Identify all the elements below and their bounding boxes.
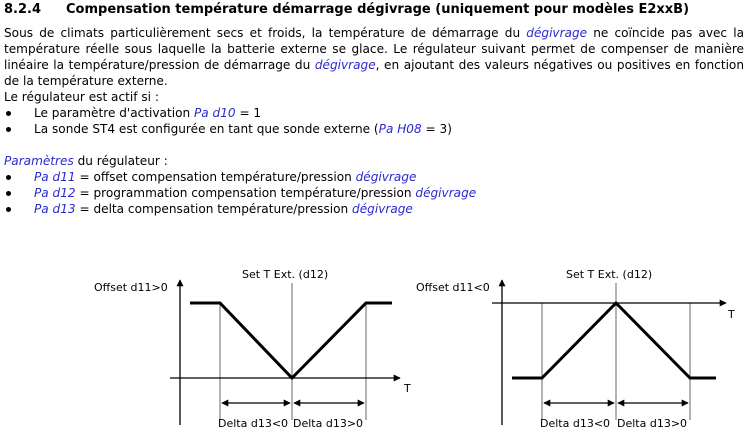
diagram-offset-positive	[94, 268, 411, 430]
delta-left-label: Delta d13<0	[540, 417, 611, 430]
degivrage-link[interactable]: dégivrage	[352, 202, 413, 216]
condition-text: La sonde ST4 est configurée en tant que sonde externe (	[34, 122, 379, 136]
set-label: Set T Ext. (d12)	[566, 268, 653, 281]
degivrage-link[interactable]: dégivrage	[355, 170, 417, 184]
delta-right-label: Delta d13>0	[617, 417, 688, 430]
degivrage-link[interactable]: dégivrage	[415, 186, 477, 200]
param-link-d12[interactable]: Pa d12	[34, 186, 76, 200]
active-if-label: Le régulateur est actif si :	[4, 90, 159, 104]
intro-text-1: Sous de climats particulièrement secs et froids, la température de démarrage du	[4, 26, 527, 40]
compensation-curve	[512, 303, 716, 378]
degivrage-link[interactable]: dégivrage	[314, 58, 376, 72]
intro-text-2: ne coïncide pas avec la température réelle sous laquelle la batterie externe se glace. Le régulateur suivant permet de compenser de manière linéaire la température/pression de démarrage du	[4, 26, 744, 72]
axis-label-t: T	[404, 382, 411, 395]
condition-value: = 3)	[421, 122, 452, 136]
axis-label-t: T	[728, 308, 735, 321]
set-label: Set T Ext. (d12)	[242, 268, 329, 281]
param-description: = offset compensation température/pression	[75, 170, 356, 184]
param-link-d10[interactable]: Pa d10	[193, 106, 236, 120]
offset-label: Offset d11<0	[416, 281, 490, 294]
condition-text: Le paramètre d'activation	[34, 106, 194, 120]
param-link-d11[interactable]: Pa d11	[34, 170, 76, 184]
param-link-h08[interactable]: Pa H08	[378, 122, 422, 136]
offset-label: Offset d11>0	[94, 281, 168, 294]
section-title: Compensation température démarrage dégivrage (uniquement pour modèles E2xxB)	[66, 2, 690, 17]
delta-left-label: Delta d13<0	[218, 417, 289, 430]
param-description: = programmation compensation température/pression	[75, 186, 416, 200]
degivrage-link[interactable]: dégivrage	[526, 26, 588, 40]
diagram-offset-negative	[416, 268, 735, 430]
condition-value: = 1	[235, 106, 262, 120]
params-header-text: du régulateur :	[73, 154, 168, 168]
section-number: 8.2.4	[4, 2, 42, 17]
delta-right-label: Delta d13>0	[293, 417, 364, 430]
param-description: = delta compensation température/pression	[75, 202, 353, 216]
param-link-d13[interactable]: Pa d13	[34, 202, 76, 216]
intro-text-3: , en ajoutant des valeurs négatives ou positives en fonction de la température externe.	[4, 58, 744, 88]
parametres-link[interactable]: Paramètres	[4, 154, 74, 168]
